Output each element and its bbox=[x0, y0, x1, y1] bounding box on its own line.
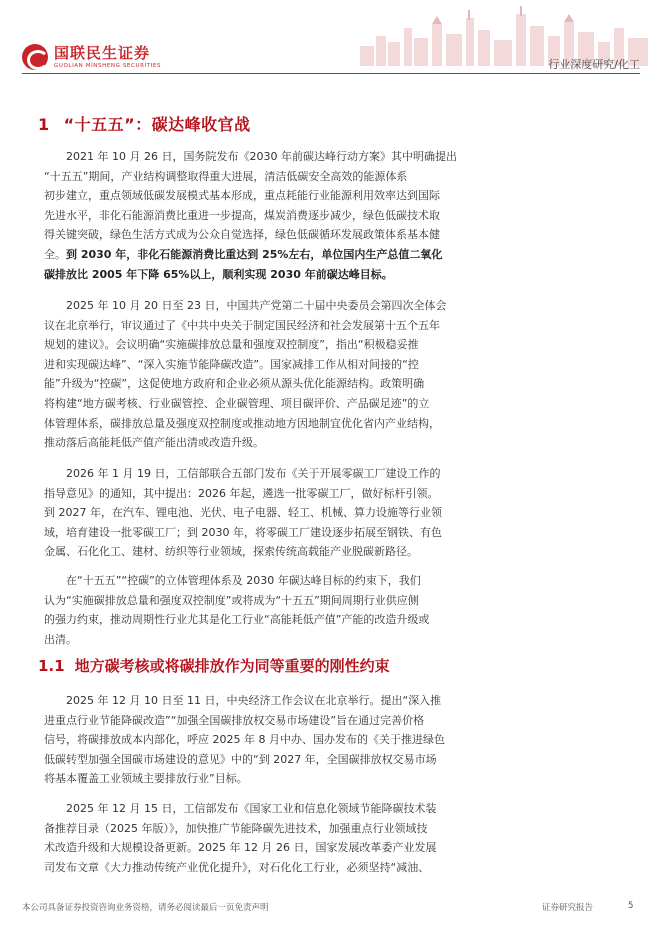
text-line: 能”升级为“控碳”，这促使地方政府和企业必须从源头优化能源结构。政策明确 bbox=[44, 377, 425, 391]
text-line: 进和实现碳达峰”、“深入实施节能降碳改造”。国家减排工作从相对间接的“控 bbox=[44, 357, 419, 371]
text-line: 2025 年 10 月 20 日至 23 日，中国共产党第二十届中央委员会第四次全体会 bbox=[66, 299, 447, 312]
text-line: 信号，将碳排放成本内部化，呼应 2025 年 8 月中办、国办发布的《关于推进绿色 bbox=[44, 733, 445, 747]
logo-name-cn: 国联民生证券 bbox=[54, 43, 151, 62]
paragraph-economic-conference bbox=[44, 691, 638, 789]
company-logo bbox=[22, 40, 172, 74]
paragraph-plenary-session bbox=[44, 296, 638, 453]
paragraph-zero-carbon-factory bbox=[44, 464, 638, 562]
logo-name-en: GUOLIAN MINSHENG SECURITIES bbox=[54, 62, 162, 69]
page-number: 5 bbox=[628, 901, 634, 911]
text-line: 出清。 bbox=[44, 632, 77, 646]
logo-mark-icon bbox=[22, 44, 48, 70]
section-heading-1 bbox=[38, 112, 251, 135]
text-line: 将基本覆盖工业领域主要排放行业”目标。 bbox=[44, 772, 248, 786]
text-line: 金属、石化化工、建材、纺织等行业领域，探索传统高载能产业脱碳新路径。 bbox=[44, 545, 418, 559]
text-line: 低碳转型加强全国碳市场建设的意见》中的“到 2027 年，全国碳排放权交易市场 bbox=[44, 752, 437, 766]
text-line: 2025 年 12 月 15 日，工信部发布《国家工业和信息化领域节能降碳技术装 bbox=[66, 802, 437, 815]
text-line: 司发布文章《大力推动传统产业优化提升》，对石化化工行业，必须坚持“减油、 bbox=[44, 860, 430, 874]
text-line: 推动落后高能耗低产值产能出清或改造升级。 bbox=[44, 436, 264, 450]
text-line: “十五五”期间，产业结构调整取得重大进展，清洁低碳安全高效的能源体系 bbox=[44, 169, 408, 183]
text-line: 备推荐目录（2025 年版）》，加快推广节能降碳先进技术，加强重点行业领域技 bbox=[44, 821, 428, 835]
section-title: “十五五”：碳达峰收官战 bbox=[63, 115, 251, 134]
text-line: 域，培育建设一批零碳工厂；到 2030 年，将零碳工厂建设逐步拓展至钢铁、有色 bbox=[44, 525, 442, 539]
bold-target-text: 到 2030 年，非化石能源消费比重达到 25%左右，单位国内生产总值二氧化 bbox=[66, 247, 443, 261]
text-line: 2026 年 1 月 19 日，工信部联合五部门发布《关于开展零碳工厂建设工作的 bbox=[66, 467, 441, 480]
report-type-label: 证券研究报告 bbox=[542, 903, 594, 913]
report-category-tag: 行业深度研究/化工 bbox=[548, 58, 640, 71]
bold-target-text: 碳排放比 2005 年下降 65%以上，顺利实现 2030 年前碳达峰目标。 bbox=[44, 267, 393, 281]
text-line: 2025 年 12 月 10 日至 11 日，中央经济工作会议在北京举行。提出“深入推 bbox=[66, 694, 442, 707]
paragraph-conclusion bbox=[44, 571, 638, 649]
subsection-number: 1.1 bbox=[38, 657, 65, 675]
text-line: 的强力约束，推动周期性行业尤其是化工行业“高能耗低产值”产能的改造升级或 bbox=[44, 613, 430, 627]
text-line: 初步建立，重点领域低碳发展模式基本形成，重点耗能行业能源利用效率达到国际 bbox=[44, 189, 440, 203]
text-line: 得关键突破，绿色生活方式成为公众自觉选择，绿色低碳循环发展政策体系基本健 bbox=[44, 228, 440, 242]
text-line: 术改造升级和大规模设备更新。2025 年 12 月 26 日，国家发展改革委产业发展 bbox=[44, 841, 437, 855]
page-header bbox=[0, 0, 662, 80]
text-line: 先进水平，非化石能源消费比重进一步提高，煤炭消费逐步减少，绿色低碳技术取 bbox=[44, 208, 440, 222]
text-line: 体管理体系，碳排放总量及强度双控制度或推动地方因地制宜优化省内产业结构， bbox=[44, 416, 440, 430]
text-line: 2021 年 10 月 26 日，国务院发布《2030 年前碳达峰行动方案》其中明确提出 bbox=[66, 150, 457, 163]
text-line: 议在北京举行，审议通过了《中共中央关于制定国民经济和社会发展第十五个五年 bbox=[44, 318, 440, 332]
page-footer bbox=[22, 893, 640, 913]
text-line: 到 2027 年，在汽车、锂电池、光伏、电子电器、轻工、机械、算力设施等行业领 bbox=[44, 506, 442, 520]
text-line: 指导意见》的通知，其中提出：2026 年起，遴选一批零碳工厂，做好标杆引领。 bbox=[44, 486, 439, 500]
disclaimer-notice: 本公司具备证券投资咨询业务资格，请务必阅读最后一页免责声明 bbox=[22, 903, 269, 913]
section-number: 1 bbox=[38, 115, 50, 134]
text-line: 认为“实施碳排放总量和强度双控制度”或将成为“十五五”期间周期行业供应侧 bbox=[44, 593, 419, 607]
paragraph-miit-catalog bbox=[44, 799, 638, 877]
text-line: 规划的建议》。会议明确“实施碳排放总量和强度双控制度”，指出“积极稳妥推 bbox=[44, 338, 419, 352]
header-divider bbox=[22, 73, 640, 74]
text-line: 进重点行业节能降碳改造”“加强全国碳排放权交易市场建设”旨在通过完善价格 bbox=[44, 713, 425, 727]
text-line bbox=[44, 245, 638, 265]
section-heading-1-1 bbox=[38, 655, 390, 676]
subsection-title: 地方碳考核或将碳排放作为同等重要的刚性约束 bbox=[74, 657, 390, 675]
text-fragment: 全。 bbox=[44, 247, 66, 261]
text-line: 在“十五五”“控碳”的立体管理体系及 2030 年碳达峰目标的约束下，我们 bbox=[66, 574, 421, 587]
paragraph-action-plan bbox=[44, 147, 638, 284]
text-line: 将构建“地方碳考核、行业碳管控、企业碳管理、项目碳评价、产品碳足迹”的立 bbox=[44, 396, 430, 410]
